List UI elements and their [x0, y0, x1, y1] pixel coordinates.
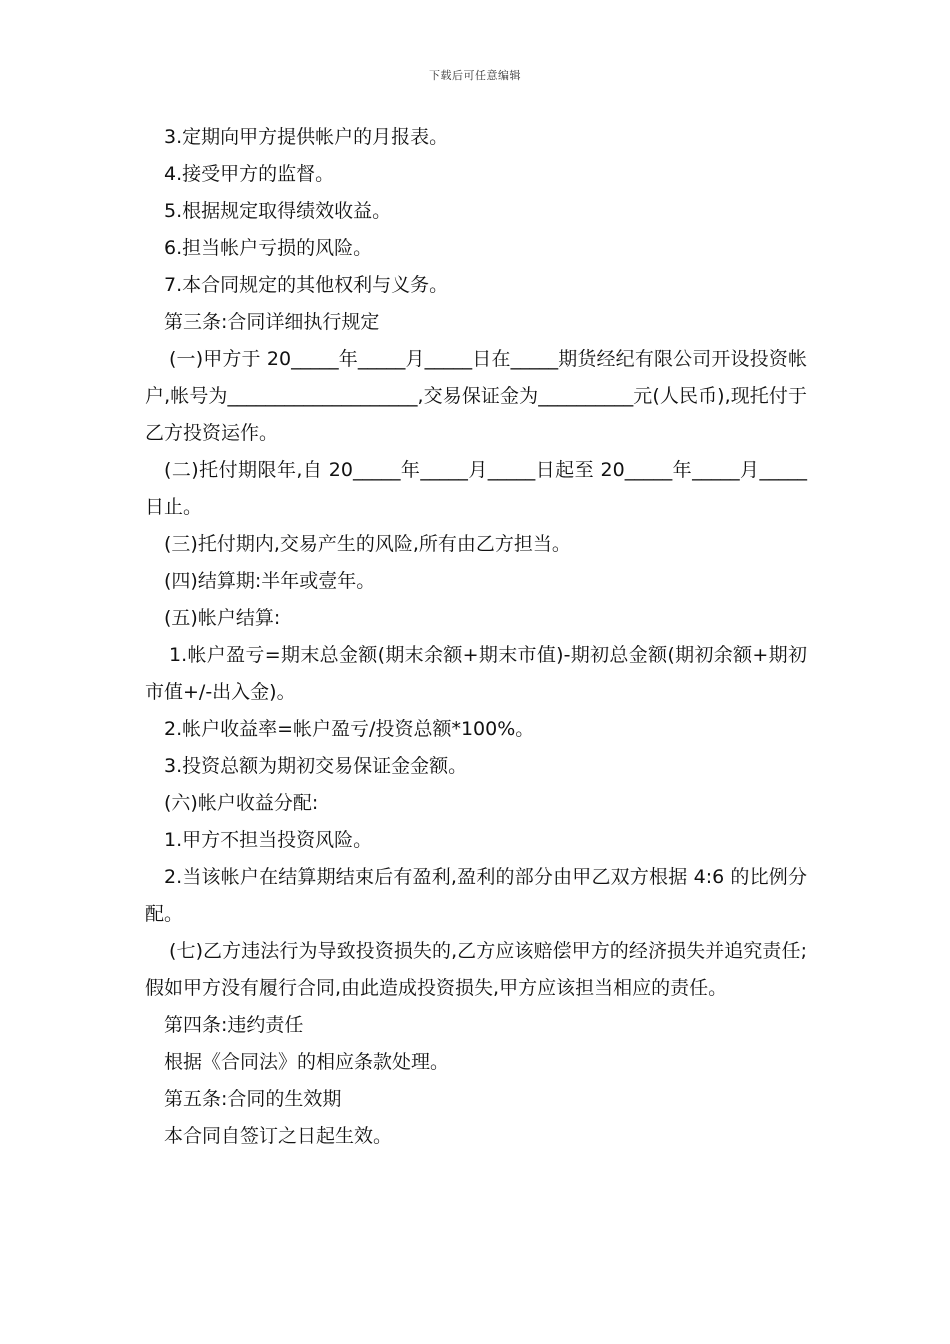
- page-header-note: 下载后可任意编辑: [429, 69, 521, 82]
- paragraph-5: 7.本合同规定的其他权利与义务。: [164, 274, 449, 296]
- paragraph-settlement-period: (四)结算期:半年或壹年。: [164, 570, 376, 592]
- section-heading-article-4: 第四条:违约责任: [164, 1014, 304, 1036]
- section-heading-article-5: 第五条:合同的生效期: [164, 1088, 342, 1110]
- paragraph-1: 3.定期向甲方提供帐户的月报表。: [164, 126, 449, 148]
- paragraph-entrust-period: (二)托付期限年,自 20_____年_____月_____日起至 20_____年_____月_____日止。: [145, 459, 807, 518]
- paragraph-4: 6.担当帐户亏损的风险。: [164, 237, 373, 259]
- paragraph-no-risk: 1.甲方不担当投资风险。: [164, 829, 373, 851]
- paragraph-liability: (七)乙方违法行为导致投资损失的,乙方应该赔偿甲方的经济损失并追究责任;假如甲方没有履行合同,由此造成投资损失,甲方应该担当相应的责任。: [145, 940, 807, 999]
- paragraph-profit-loss-formula: 1.帐户盈亏=期末总金额(期末余额+期末市值)-期初总金额(期初余额+期初市值+/-出入金)。: [145, 644, 807, 703]
- paragraph-profit-distribution: (六)帐户收益分配:: [164, 792, 319, 814]
- paragraph-account-opening: (一)甲方于 20_____年_____月_____日在_____期货经纪有限公司开设投资帐户,帐号为____________________,交易保证金为__________元(人民币),现托付于乙方投资运作。: [145, 348, 807, 444]
- paragraph-risk: (三)托付期内,交易产生的风险,所有由乙方担当。: [164, 533, 571, 555]
- paragraph-profit-split: 2.当该帐户在结算期结束后有盈利,盈利的部分由甲乙双方根据 4:6 的比例分配。: [145, 866, 807, 925]
- section-heading-article-3: 第三条:合同详细执行规定: [164, 311, 380, 333]
- paragraph-account-settlement: (五)帐户结算:: [164, 607, 281, 629]
- paragraph-3: 5.根据规定取得绩效收益。: [164, 200, 392, 222]
- paragraph-return-rate: 2.帐户收益率=帐户盈亏/投资总额*100%。: [164, 718, 535, 740]
- paragraph-contract-law: 根据《合同法》的相应条款处理。: [164, 1051, 450, 1073]
- document-body: [145, 119, 807, 1155]
- paragraph-2: 4.接受甲方的监督。: [164, 163, 335, 185]
- paragraph-total-investment: 3.投资总额为期初交易保证金金额。: [164, 755, 468, 777]
- paragraph-effective-date: 本合同自签订之日起生效。: [164, 1125, 393, 1147]
